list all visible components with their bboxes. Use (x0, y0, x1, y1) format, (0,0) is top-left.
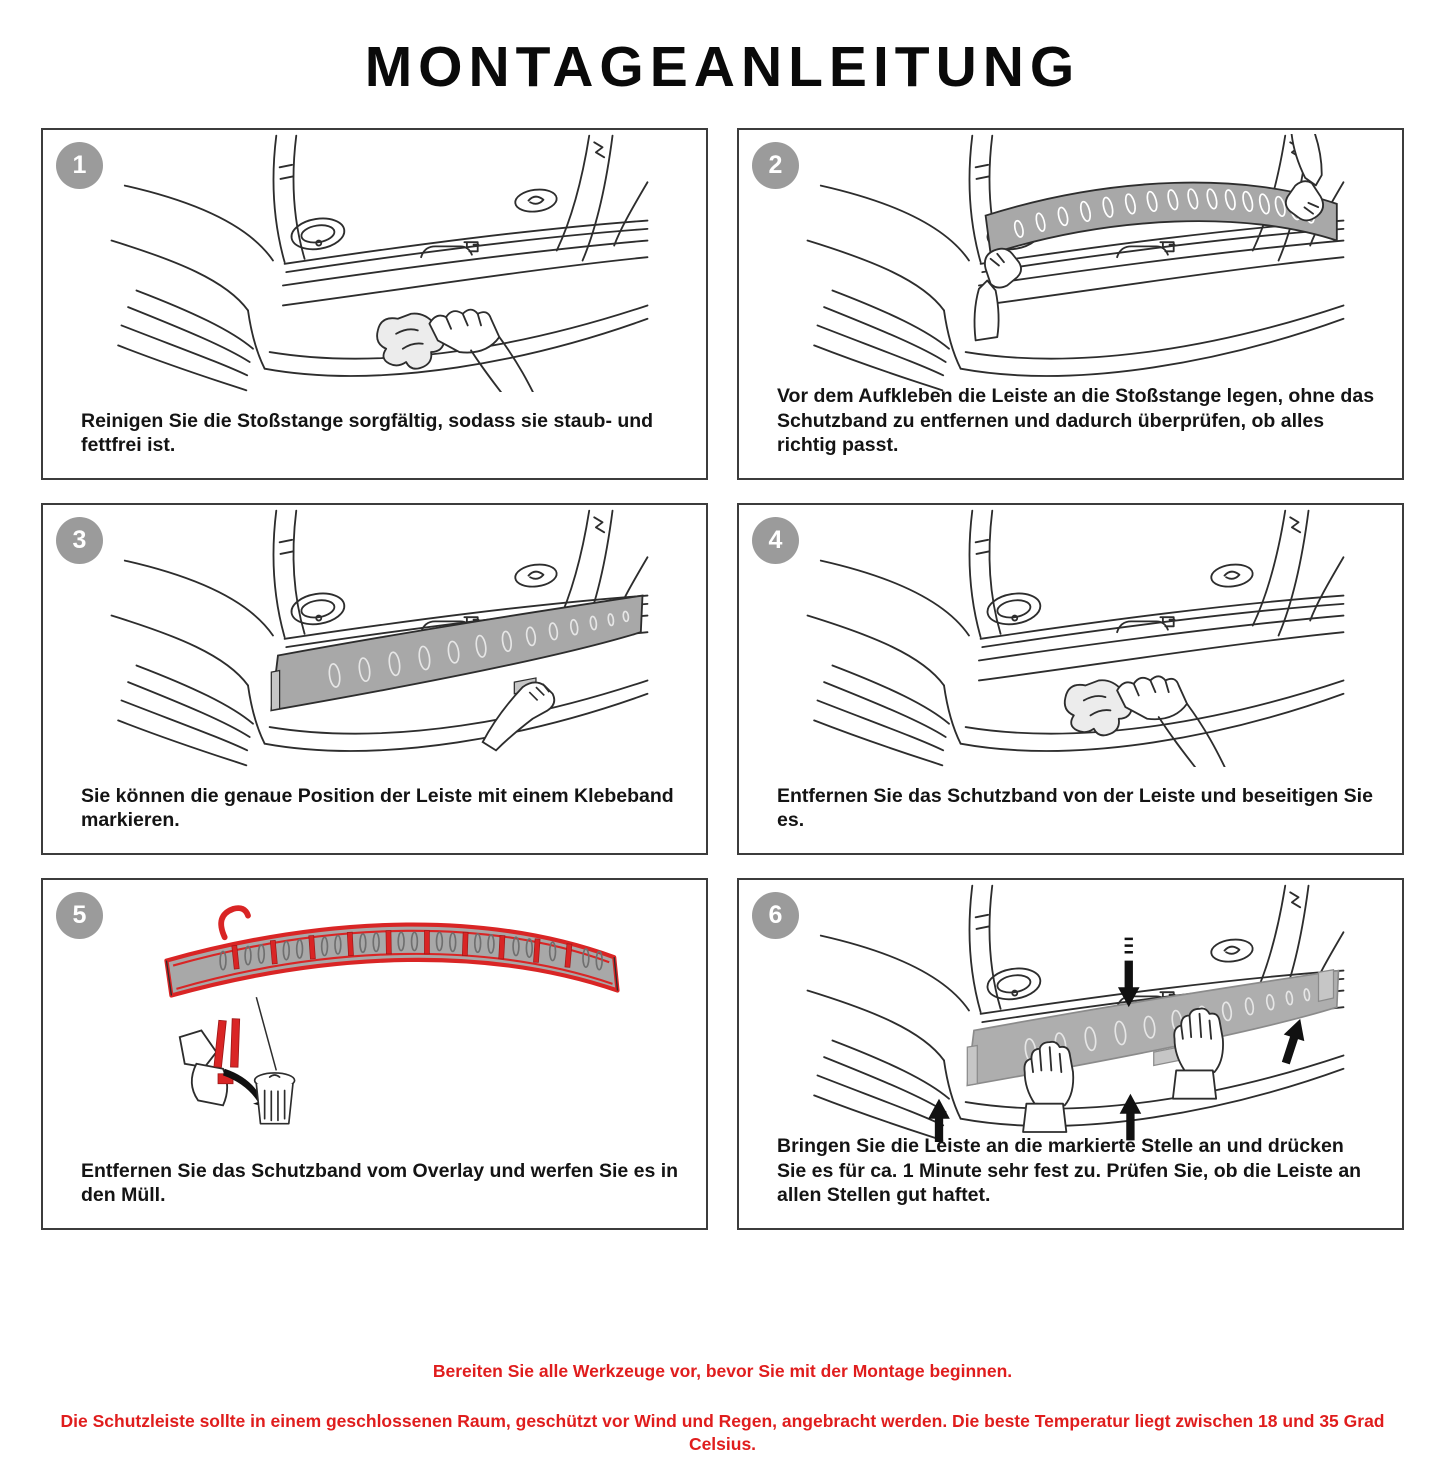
step1-illustration-car-cleaning (47, 134, 702, 392)
trash-can-icon (255, 1073, 295, 1124)
protection-strip-shape (967, 971, 1338, 1086)
step-number-badge: 6 (752, 892, 799, 939)
warning-line-1: Bereiten Sie alle Werkzeuge vor, bevor Sie mit der Montage beginnen. (432, 1361, 1013, 1381)
hand-icon (180, 1030, 217, 1067)
step-caption: Bringen Sie die Leiste an die markierte Stelle an und drücken Sie es für ca. 1 Minute sehr fest zu. Prüfen Sie, ob die Leiste an allen Stellen gut haftet. (777, 1134, 1362, 1207)
strip-left-end-tab (967, 1045, 977, 1085)
red-peel-tab (221, 908, 248, 937)
step-caption: Reinigen Sie die Stoßstange sorgfältig, sodass sie staub- und fettfrei ist. (81, 409, 654, 457)
step-caption: Sie können die genaue Position der Leiste mit einem Klebeband markieren. (81, 784, 674, 832)
step4-illustration-removing-band (743, 509, 1398, 767)
step-caption: Entfernen Sie das Schutzband vom Overlay und werfen Sie es in den Müll. (81, 1159, 679, 1207)
step-panel-2 (737, 128, 1404, 480)
step-panel-4 (737, 503, 1404, 855)
step-panel-1 (41, 128, 708, 480)
overlay-strip-red-adhesive-icon (47, 884, 702, 1142)
step-number-badge: 5 (56, 892, 103, 939)
step3-illustration-strip-positioned (47, 509, 702, 767)
page-title: MONTAGEANLEITUNG (364, 35, 1081, 99)
step-panel-3 (41, 503, 708, 855)
step-caption: Entfernen Sie das Schutzband von der Leiste und beseitigen Sie es. (777, 784, 1373, 832)
protection-strip-shape (271, 596, 642, 711)
warning-line-2: Die Schutzleiste sollte in einem geschlossenen Raum, geschützt vor Wind und Regen, angebracht werden. Die beste Temperatur liegt zwischen 18 und 35 Grad Celsius. (60, 1410, 1385, 1455)
step6-illustration-pressing-strip (743, 884, 1398, 1142)
car-rear-line-drawing-icon (47, 134, 702, 392)
car-rear-hand-peeling-icon (743, 509, 1398, 767)
warning-footer (0, 1360, 1445, 1457)
peeled-red-strip (231, 1019, 240, 1068)
step-panel-6 (737, 878, 1404, 1230)
hand-discarding-strips (180, 997, 295, 1124)
step-number-badge: 2 (752, 142, 799, 189)
protection-strip-shape (986, 183, 1337, 254)
step-number-badge: 4 (752, 517, 799, 564)
instruction-grid (41, 128, 1404, 1230)
car-rear-strip-positioned-icon (47, 509, 702, 767)
step-caption: Vor dem Aufkleben die Leiste an die Stoßstange legen, ohne das Schutzband zu entfernen und dadurch überprüfen, ob alles richtig passt. (777, 384, 1375, 457)
arrow-tail-stripes (1125, 939, 1133, 952)
step-panel-5 (41, 878, 708, 1230)
step2-illustration-strip-held (743, 134, 1398, 392)
step5-illustration-overlay-adhesive (47, 884, 702, 1142)
car-rear-strip-held-icon (743, 134, 1398, 392)
pointing-hand-icon (483, 682, 555, 750)
strip-right-end-tab (1319, 970, 1334, 1002)
peeled-red-strip (214, 1020, 226, 1067)
step-number-badge: 3 (56, 517, 103, 564)
car-rear-pressing-arrows-icon (743, 884, 1398, 1142)
step-number-badge: 1 (56, 142, 103, 189)
strip-left-end-tab (271, 670, 279, 710)
